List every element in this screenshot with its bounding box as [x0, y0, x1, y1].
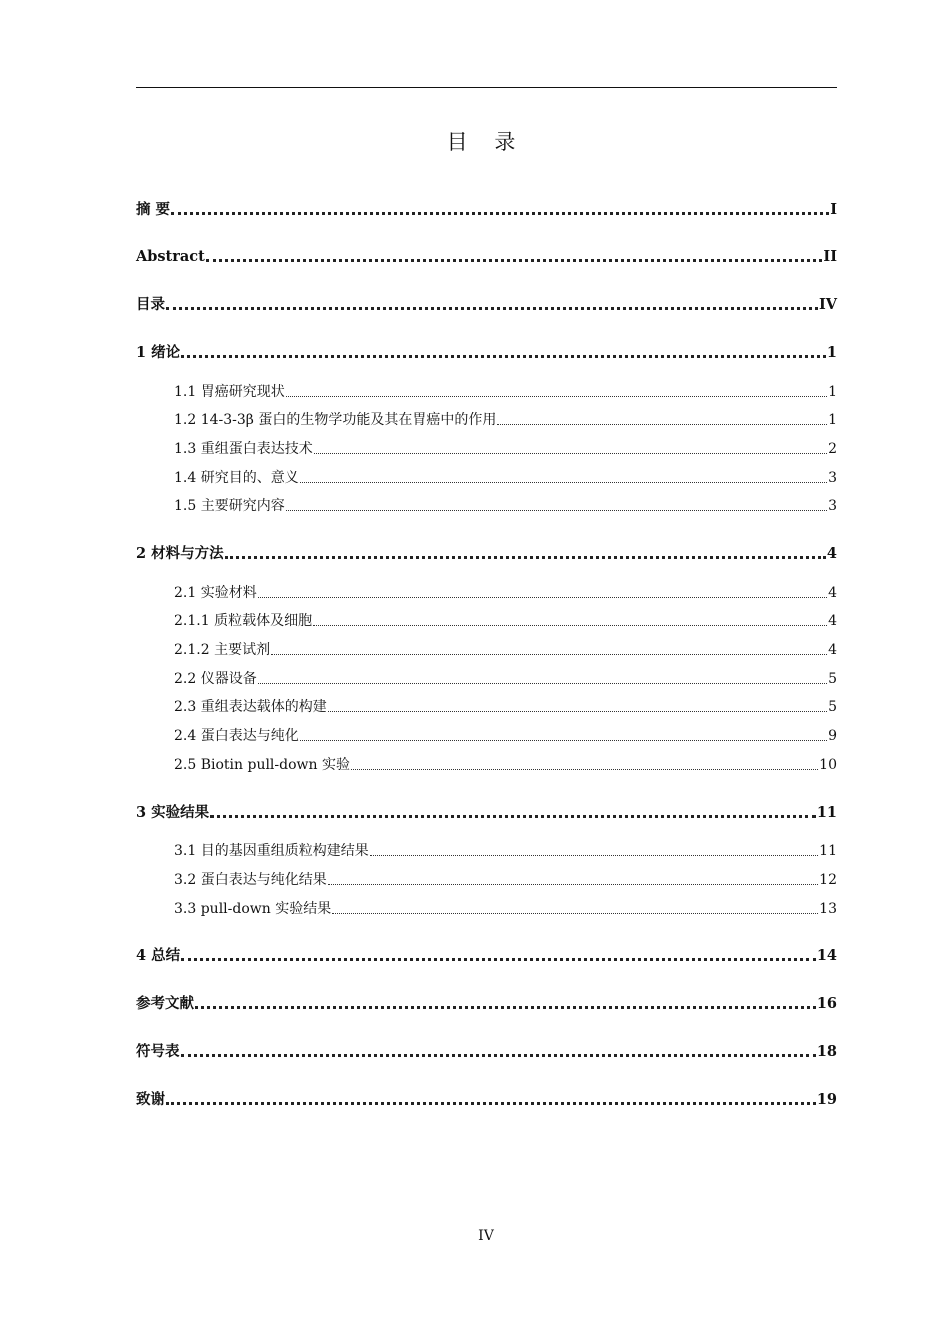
- toc-dot-leader: [314, 453, 827, 454]
- toc-entry-label: 3.3 pull-down 实验结果: [174, 901, 332, 917]
- toc-dot-leader: [166, 307, 818, 310]
- toc-entry[interactable]: [136, 1090, 837, 1110]
- toc-entry-page: 4: [828, 585, 837, 601]
- toc-entry[interactable]: [136, 544, 837, 564]
- toc-entry-label: 1.1 胃癌研究现状: [174, 384, 285, 400]
- toc-entry[interactable]: [136, 295, 837, 315]
- toc-dot-leader: [497, 424, 827, 425]
- toc-entry[interactable]: [174, 726, 837, 746]
- toc-entry[interactable]: [174, 899, 837, 919]
- toc-entry-label: 2.4 蛋白表达与纯化: [174, 728, 299, 744]
- toc-entry-page: 4: [828, 642, 837, 658]
- toc-entry-page: 18: [816, 1043, 837, 1060]
- toc-dot-leader: [286, 510, 827, 511]
- toc-dot-leader: [206, 259, 823, 262]
- toc-entry-page: 16: [816, 995, 837, 1012]
- toc-entry-page: 3: [828, 498, 837, 514]
- toc-entry-page: 11: [816, 804, 837, 821]
- toc-entry[interactable]: [174, 640, 837, 660]
- toc-dot-leader: [258, 597, 827, 598]
- toc-entry-label: 1.5 主要研究内容: [174, 498, 285, 514]
- toc-entry[interactable]: [174, 468, 837, 488]
- toc-dot-leader: [171, 212, 829, 215]
- toc-dot-leader: [181, 355, 826, 358]
- toc-entry-page: II: [823, 248, 837, 265]
- toc-dot-leader: [328, 711, 827, 712]
- toc-entry[interactable]: [174, 439, 837, 459]
- toc-entry-page: IV: [818, 296, 837, 313]
- toc-entry[interactable]: [174, 611, 837, 631]
- toc-entry[interactable]: [174, 755, 837, 775]
- toc-entry-label: 2.1.1 质粒载体及细胞: [174, 613, 313, 629]
- toc-dot-leader: [300, 482, 827, 483]
- toc-dot-leader: [195, 1006, 816, 1009]
- toc-entry-page: 13: [819, 901, 837, 917]
- toc-entry[interactable]: [174, 841, 837, 861]
- toc-entry-page: 1: [828, 384, 837, 400]
- toc-entry-label: 2 材料与方法: [136, 545, 224, 562]
- toc-entry-label: Abstract: [136, 248, 205, 265]
- toc-dot-leader: [166, 1102, 816, 1105]
- toc-entry[interactable]: [136, 994, 837, 1014]
- toc-dot-leader: [351, 769, 818, 770]
- toc-entry-page: 10: [819, 757, 837, 773]
- toc-entry-page: 9: [828, 728, 837, 744]
- header-rule: [136, 87, 837, 88]
- toc-entry-label: 致谢: [136, 1091, 165, 1108]
- toc-entry-label: 1.4 研究目的、意义: [174, 470, 299, 486]
- toc-entry-label: 1.3 重组蛋白表达技术: [174, 441, 313, 457]
- toc-entry-label: 摘 要: [136, 201, 171, 218]
- toc-entry-page: I: [830, 201, 837, 218]
- toc-entry[interactable]: [174, 697, 837, 717]
- toc-entry[interactable]: [136, 247, 837, 267]
- toc-entry-page: 2: [828, 441, 837, 457]
- toc-dot-leader: [313, 625, 827, 626]
- toc-entry-label: 3.2 蛋白表达与纯化结果: [174, 872, 327, 888]
- toc-entry-page: 1: [826, 344, 837, 361]
- toc-entry-page: 12: [819, 872, 837, 888]
- toc-entry[interactable]: [136, 803, 837, 823]
- toc-dot-leader: [258, 683, 827, 684]
- toc-entry[interactable]: [136, 343, 837, 363]
- toc-entry-label: 3 实验结果: [136, 804, 210, 821]
- toc-entry-label: 1 绪论: [136, 344, 181, 361]
- toc-entry[interactable]: [174, 583, 837, 603]
- toc-entry-label: 3.1 目的基因重组质粒构建结果: [174, 843, 369, 859]
- toc-dot-leader: [332, 913, 818, 914]
- toc-entry[interactable]: [174, 870, 837, 890]
- toc-entry-label: 参考文献: [136, 995, 194, 1012]
- toc-entry-page: 14: [816, 947, 837, 964]
- toc-dot-leader: [181, 1054, 816, 1057]
- toc-entry-page: 4: [826, 545, 837, 562]
- toc-entry[interactable]: [136, 946, 837, 966]
- toc-dot-leader: [181, 958, 816, 961]
- toc-entry[interactable]: [136, 1042, 837, 1062]
- toc-entry-page: 5: [828, 699, 837, 715]
- footer-page-number: IV: [478, 1228, 494, 1244]
- toc-entry-page: 5: [828, 671, 837, 687]
- toc-entry[interactable]: [136, 200, 837, 220]
- toc-entry-page: 4: [828, 613, 837, 629]
- toc-dot-leader: [328, 884, 818, 885]
- toc-entry-label: 2.5 Biotin pull-down 实验: [174, 757, 350, 773]
- toc-entry-label: 目录: [136, 296, 165, 313]
- page-title: 目 录: [446, 130, 526, 154]
- toc-entry-label: 1.2 14-3-3β 蛋白的生物学功能及其在胃癌中的作用: [174, 412, 497, 428]
- toc-dot-leader: [286, 396, 827, 397]
- toc-entry[interactable]: [174, 669, 837, 689]
- toc-entry-label: 4 总结: [136, 947, 181, 964]
- toc-dot-leader: [370, 855, 818, 856]
- toc-dot-leader: [210, 815, 816, 818]
- toc-entry-page: 3: [828, 470, 837, 486]
- toc-entry-label: 2.1 实验材料: [174, 585, 257, 601]
- toc-entry-label: 2.1.2 主要试剂: [174, 642, 271, 658]
- toc-entry-label: 2.2 仪器设备: [174, 671, 257, 687]
- toc-dot-leader: [300, 740, 827, 741]
- toc-dot-leader: [271, 654, 827, 655]
- toc-entry-page: 11: [819, 843, 837, 859]
- toc-entry-page: 19: [816, 1091, 837, 1108]
- toc-entry-label: 2.3 重组表达载体的构建: [174, 699, 327, 715]
- toc-dot-leader: [225, 556, 826, 559]
- toc-entry-page: 1: [828, 412, 837, 428]
- toc-entry[interactable]: [174, 496, 837, 516]
- toc-entry[interactable]: [174, 382, 837, 402]
- toc-entry[interactable]: [174, 410, 837, 430]
- toc-entry-label: 符号表: [136, 1043, 180, 1060]
